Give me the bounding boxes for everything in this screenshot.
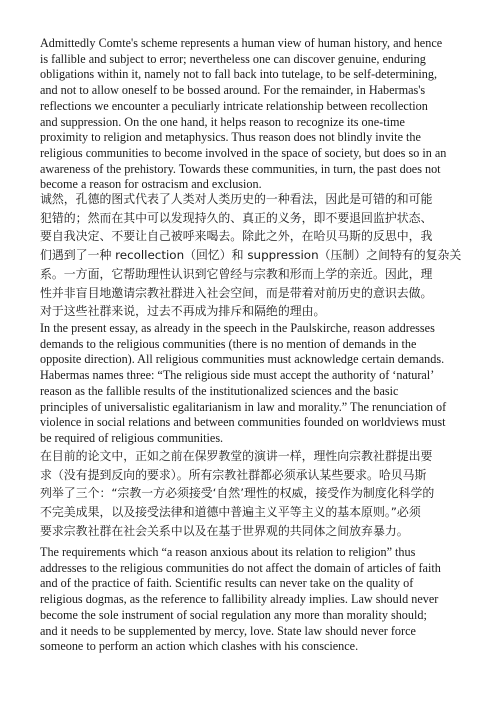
text-line: principles of universalistic egalitarianism in law and morality.” The renunciation of [40,399,447,414]
paragraph-chinese-1 [40,190,464,321]
paragraph-english-3 [40,545,464,655]
text-line: proximity to religion and metaphysics. Thus reason does not blindly invite the [40,130,421,145]
paragraph-chinese-2 [40,447,464,541]
paragraph-english-2 [40,321,464,447]
text-line: In the present essay, as already in the speech in the Paulskirche, reason addresses [40,321,435,335]
text-line: religious dogmas, as the reference to fallibility already implies. Law should never [40,592,439,607]
text-line: reflections we encounter a peculiarly intricate relationship between recollection [40,98,428,113]
text-line: 要自我决定、不要让自己被呼来喝去。除此之外，在哈贝马斯的反思中，我 [40,229,433,244]
text-line: opposite direction). All religious communities must acknowledge certain demands. [40,352,445,367]
text-line: awareness of the prehistory. Towards these communities, in turn, the past does not [40,161,441,176]
paragraph-english-1 [40,36,464,193]
text-line: become a reason for ostracism and exclusion. [40,177,262,192]
text-line: obligations within it, namely not to fall back into tutelage, to be self-determining, [40,67,438,82]
text-line: violence in social relations and between communities founded on worldviews must [40,415,446,430]
text-line: 诚然，孔德的图式代表了人类对人类历史的一种看法，因此是可错的和可能 [40,192,433,206]
text-line: 在目前的论文中，正如之前在保罗教堂的演讲一样，理性向宗教社群提出要 [40,449,433,463]
text-line: become the sole instrument of social regulation any more than morality should; [40,607,427,622]
text-line: and not to allow oneself to be bossed around. For the remainder, in Habermas's [40,83,426,98]
text-line: and of the practice of faith. Scientific results can never take on the quality of [40,576,414,591]
text-line: reason as the fallible results of the institutionalized sciences and the basic [40,383,399,398]
text-line: 们遇到了一种 recollection（回忆）和 suppression（压制）之间特有的复杂关 [40,248,462,263]
text-line: addresses to the religious communities do not affect the domain of articles of faith [40,560,441,575]
text-line: 要求宗教社群在社会关系中以及在基于世界观的共同体之间放弃暴力。 [40,523,409,538]
text-line: 犯错的；然而在其中可以发现持久的、真正的义务，即不要退回监护状态、 [40,210,433,225]
text-line: 求（没有提到反向的要求）。所有宗教社群都必须承认某些要求。哈贝马斯 [40,467,427,482]
text-line: 性并非盲目地邀请宗教社群进入社会空间，而是带着对前历史的意识去做。 [40,285,433,300]
text-line: The requirements which “a reason anxious about its relation to religion” thus [40,545,416,559]
text-line: and suppression. On the one hand, it helps reason to recognize its one-time [40,114,405,129]
text-line: be required of religious communities. [40,430,224,445]
text-line: 对于这些社群来说，过去不再成为排斥和隔绝的理由。 [40,304,326,319]
text-line: Habermas names three: “The religious side must accept the authority of ‘natural’ [40,368,435,383]
text-line: religious communities to become involved in the space of society, but does so in an [40,145,447,160]
text-line: Admittedly Comte's scheme represents a human view of human history, and hence [40,36,443,50]
text-line: someone to perform an action which clashes with his conscience. [40,639,359,654]
text-line: 列举了三个：“宗教一方必须接受‘自然’理性的权威，接受作为制度化科学的 [40,486,435,501]
text-line: and it needs to be supplemented by mercy, love. State law should never force [40,623,416,638]
text-line: 系。一方面，它帮助理性认识到它曾经与宗教和形而上学的亲近。因此，理 [40,266,433,281]
text-line: 不完美成果，以及接受法律和道德中普遍主义平等主义的基本原则。”必须 [40,505,421,520]
text-line: demands to the religious communities (there is no mention of demands in the [40,336,417,351]
text-line: is fallible and subject to error; nevertheless one can discover genuine, enduring [40,51,426,66]
